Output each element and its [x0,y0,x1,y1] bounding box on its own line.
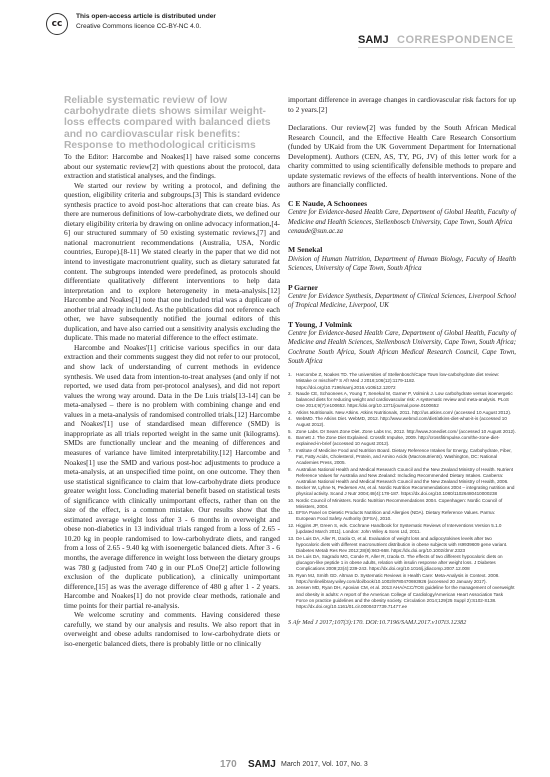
reference-text: Ryan MJ, Smith GD. Altman D. Systematic Reviews in Health Care: Meta-Analysis in Context. 2008. https://onlinelibrary.wiley.com/doi/book/10.1002/9780470693926 (accessed 20 January 2017). [296,572,500,584]
reference-number: 3. [288,409,292,415]
author-affiliation: Centre for Evidence Synthesis, Department of Clinical Sciences, Liverpool School of Tropical Medicine, Liverpool, UK [288,293,516,310]
reference-number: 10. [288,497,295,503]
reference-item [288,448,516,466]
creative-commons-icon: cc [46,13,68,35]
reference-item [288,416,516,428]
reference-item [288,410,516,416]
reference-text: Becker W, Lyhne N, Pedersen AN, et al. Nordic Nutrition Recommendations 2004 – integrating nutrition and physical activity. Scand J Nutr 2004;48(4):178-187. https://dx.doi.org/10.1080/11026480410000238 [296,485,515,497]
reference-item [288,485,516,497]
reference-text: WebMD. The Atkins Diet. WebMD, 2012. http://www.webmd.com/diet/atkins-diet-what-it-is (accessed 10 August 2012). [296,416,507,428]
reference-item [288,554,516,572]
reference-text: De Luis DA, Aller R, Izaola O, et al. Evaluation of weight loss and adipocytokines levels after two hypocaloric diets with different macronutrient distribution in obese subjects with rs9939609 gene variant. Diabetes Metab Res Rev 2012;28(8):663-668. https://dx.doi.org/10.1002/dmrr.2323 [296,535,508,553]
right-column [288,95,516,627]
reference-number: 14. [288,554,295,560]
reference-item [288,498,516,510]
reference-item [288,435,516,447]
reference-number: 11. [288,510,295,516]
reference-number: 12. [288,522,295,528]
author-email[interactable]: cenaude@sun.ac.za [288,228,343,236]
journal-logo: SAMJ [358,34,389,46]
page-number: 170 [220,759,237,770]
section-label: CORRESPONDENCE [397,34,514,46]
author-name: M Senekal [288,245,323,255]
reference-item [288,372,516,390]
body-paragraph: To the Editor: Harcombe and Noakes[1] have raised some concerns about our systematic review[2] with questions about the protocol, data extraction and statistical analyses, and the findings. [64,152,280,181]
reference-text: De Luis DA, Sagrado MG, Conde R, Aller R, Izaola O. The effects of two different hypocaloric diets on glucagon-like peptide 1 in obese adults, relation with insulin response after weight loss. J Diabetes Complications 2009;23(4):239-243. https://dx.doi.org/10.1016/j.jdiacomp.2007.12.008 [296,554,503,572]
reference-text: Harcombe Z, Noakes TD. The universities of Stellenbosch/Cape Town low-carbohydrate diet review: Mistake or mischief? S Afr Med J 2016;106(12):1179-1182. https://doi.org/10.7196/samj.2016.v106i12.12072 [296,372,500,390]
reference-text: EFSA Panel on Dietetic Products Nutrition and Allergies (NDA). Dietary Reference Values. Parma: European Food Safety Authority (EFSA), 2010. [296,510,496,522]
reference-number: 2. [288,391,292,397]
reference-number: 7. [288,447,292,453]
open-access-notice: This open-access article is distributed under [76,13,216,20]
author-block [288,283,516,311]
reference-number: 6. [288,435,292,441]
body-paragraph: We welcome scrutiny and comments. Having considered these carefully, we stand by our analysis and results. We also report that in overweight and obese adults randomised to low-carbohydrate diets or iso-energetic balanced diets, there is probably little or no clinically [64,610,280,648]
page-header [0,0,550,52]
reference-number: 16. [288,585,295,591]
author-name: P Garner [288,282,319,292]
reference-text: Australian National Health and Medical Research Council and the New Zealand Ministry of Health. Nutrient Reference Values for Australia and New Zealand: Including Recommended Dietary Intakes. Canberra: Australian National Health and Medical Research Council and the New Zealand Ministry of Health, 2006. [296,466,514,484]
author-block [288,245,516,273]
author-block [288,320,516,367]
footer-issue: March 2017, Vol. 107, No. 3 [281,761,368,768]
licence-notice: Creative Commons licence CC-BY-NC 4.0. [76,23,202,30]
author-affiliation: Centre for Evidence-based Health Care, Department of Global Health, Faculty of Medicine and Health Sciences, Stellenbosch University, Cape Town, South Africa [288,209,516,226]
reference-number: 5. [288,428,292,434]
reference-item [288,467,516,485]
author-affiliation: Division of Human Nutrition, Department of Human Biology, Faculty of Health Sciences, University of Cape Town, South Africa [288,255,516,273]
reference-text: Naude CE, Schoonees A, Young T, Senekal M, Garner P, Volmink J. Low carbohydrate versus isoenergetic balanced diets for reducing weight and cardiovascular risk: A systematic review and meta-analysis. PLoS One 2014;9(7):e100652. https://doi.org/10.1371/journal.pone.0100652 [296,391,513,409]
reference-text: Higgins JP, Green S, eds. Cochrane Handbook for Systematic Reviews of Interventions Version 5.1.0 [updated March 2011]. London: John Wiley & Sons Ltd, 2011. [296,522,502,535]
reference-item [288,391,516,409]
body-paragraph: We started our review by writing a protocol, and defining the question, eligibility criteria and subgroups.[3] This is standard evidence synthesis practice to avoid post-hoc alterations that can create bias. As there are numerous definitions of low-carbohydrate diets, we defined our dietary eligibility criteria by drawing on online advocacy information,[4-6] our structured summary of 50 existing systematic reviews,[7] and national macronutrient recommendations (Australia, USA, Nordic countries, Europe).[8-11] We stated clearly in the paper that we did not intend to investigate macronutrient quality, such as dietary saturated fat content. The subgroups intended were predefined, as protocols should differentiate qualitatively different interventions to help data interpretation and to explore heterogeneity in meta-analysis.[12] Harcombe and Noakes[1] note that one included trial was a duplicate of another trial already included. As the publications did not reference each other, we have subsequently notified the journal editors of this duplication, and have also carried out a sensitivity analysis excluding the duplicate. This made no material difference to the effect estimate. [64,180,280,343]
reference-list [288,372,516,609]
reference-number: 13. [288,535,295,541]
reference-item [288,536,516,554]
article-citation: S Afr Med J 2017;107(3):170. DOI:10.7196/SAMJ.2017.v107i3.12382 [288,618,467,626]
reference-item [288,510,516,522]
reference-text: Jensen MD, Ryan DH, Apovian CM, et al. 2013 AHA/ACC/TOS guideline for the management of overweight and obesity in adults: A report of the American College of Cardiology/American Heart Association Task Force on practice guidelines and the obesity society. Circulation 2014;129(25 Suppl 2):S102-S138. https://dx.doi.org/10.1161/01.cir.0000437739.71477.ee [296,585,515,609]
footer-journal: SAMJ [248,759,276,770]
author-block [288,199,516,236]
body-paragraph: important difference in average changes in cardiovascular risk factors for up to 2 years.[2] [288,95,516,114]
article-title: Reliable systematic review of low carbohydrate diets shows similar weight-loss effects compared with balanced diets and no cardiovascular risk benefits: Response to methodological criticisms [64,95,271,151]
reference-text: Zone Labs. Dr Sears Zone Diet. Zone Labs Inc, 2012. http://www.zonediet.com/ (accessed 10 August 2012). [296,428,516,434]
left-column [64,152,280,648]
reference-number: 15. [288,572,295,578]
declarations: Declarations. Our review[2] was funded by the South African Medical Research Council, and the Effective Health Care Research Consortium (funded by UKaid from the UK Government Department for International Development). Authors (CEN, AS, TY, PG, JV) of this letter work for a charity committed to using scientifically defensible methods to prepare and update systematic reviews of the effects of health interventions. None of the authors are financially conflicted. [288,123,516,190]
header-divider [358,47,515,48]
reference-text: Nordic Council of Ministers. Nordic Nutrition Recommendations 2004. Copenhagen: Nordic Council of Ministers, 2004. [296,497,503,509]
author-affiliation: Centre for Evidence-based Health Care, Department of Global Health, Faculty of Medicine and Health Sciences, Stellenbosch University, Cape Town, South Africa; Cochrane South Africa, South African Medical Research Council, Cape Town, South Africa [288,330,516,366]
reference-number: 1. [288,372,292,378]
reference-text: Barnett J. The Zone Diet Explained. Crossfit Impulse, 2009. http://crossfitimpulse.com/the-zone-diet-explained-in-brief (accessed 10 August 2012). [296,435,500,447]
reference-item [288,585,516,609]
reference-number: 8. [288,466,292,472]
reference-item [288,523,516,535]
author-name: C E Naude, A Schoonees [288,198,368,208]
page-footer [0,758,550,772]
reference-item [288,429,516,435]
author-name: T Young, J Volmink [288,319,353,329]
body-paragraph: Harcombe and Noakes'[1] criticise various specifics in our data extraction and their comments suggest they did not refer to our protocol, and show lack of understanding of current methods in evidence synthesis. We used data from intention-to-treat analyses (and only if not reported, we used data from per-protocol analyses), and did not report values the wrong way around. Data in the De Luis trials[13-14] can be meta-analysed – there is no problem with combining change and end values in a meta-analysis of randomised controlled trials.[12] Harcombe and Noakes'[1] use of standardised mean difference (SMD) is inappropriate as all trials reported weight in the same unit (kilograms). SMDs are functionally unclear and the meaning of differences and measures of variance have limited interpretability.[12] Harcombe and Noakes[1] use the SMD and various post-hoc adjustments to produce a meta-analysis, at an unspecified time point, on one outcome. They then use statistical significance to claim that low-carbohydrate diets produce greater weight loss. Concluding material benefit based on statistical tests of significance with clinically unimportant effects, rather than on the size of the effect, is a common mistake. Our results show that the estimated average weight loss after 3 - 6 months in overweight and obese non-diabetics in 13 individual trials ranged from a loss of 2.65 - 10.20 kg in people randomised to low-carbohydrate diets, and ranged from a loss of 2.65 - 9.40 kg with isoenergetic balanced diets. After 3 - 6 months, the average difference in weight loss between the dietary groups was 780 g (adjusted from 740 g in our PLoS One[2] article following exclusion of the duplicate publication), a clinically unimportant difference,[15] as was the average difference of 480 g after 1 - 2 years. Harcombe and Noakes[1] do not provide clear methods, rationale and time points for their partial re-analysis. [64,342,280,610]
reference-number: 9. [288,485,292,491]
reference-text: Institute of Medicine Food and Nutrition Board. Dietary Reference Intakes for Energy, Carbohydrate, Fiber, Fat, Fatty Acids, Cholesterol, Protein, and Amino Acids (Macronutrients). Washington, DC: National Academies Press, 2005. [296,447,512,466]
reference-text: Atkins Nutritionals. New Atkins. Atkins Nutritionals, 2011. http://us.atkins.com/ (accessed 10 August 2012). [296,409,512,415]
reference-item [288,573,516,585]
reference-number: 4. [288,416,292,422]
